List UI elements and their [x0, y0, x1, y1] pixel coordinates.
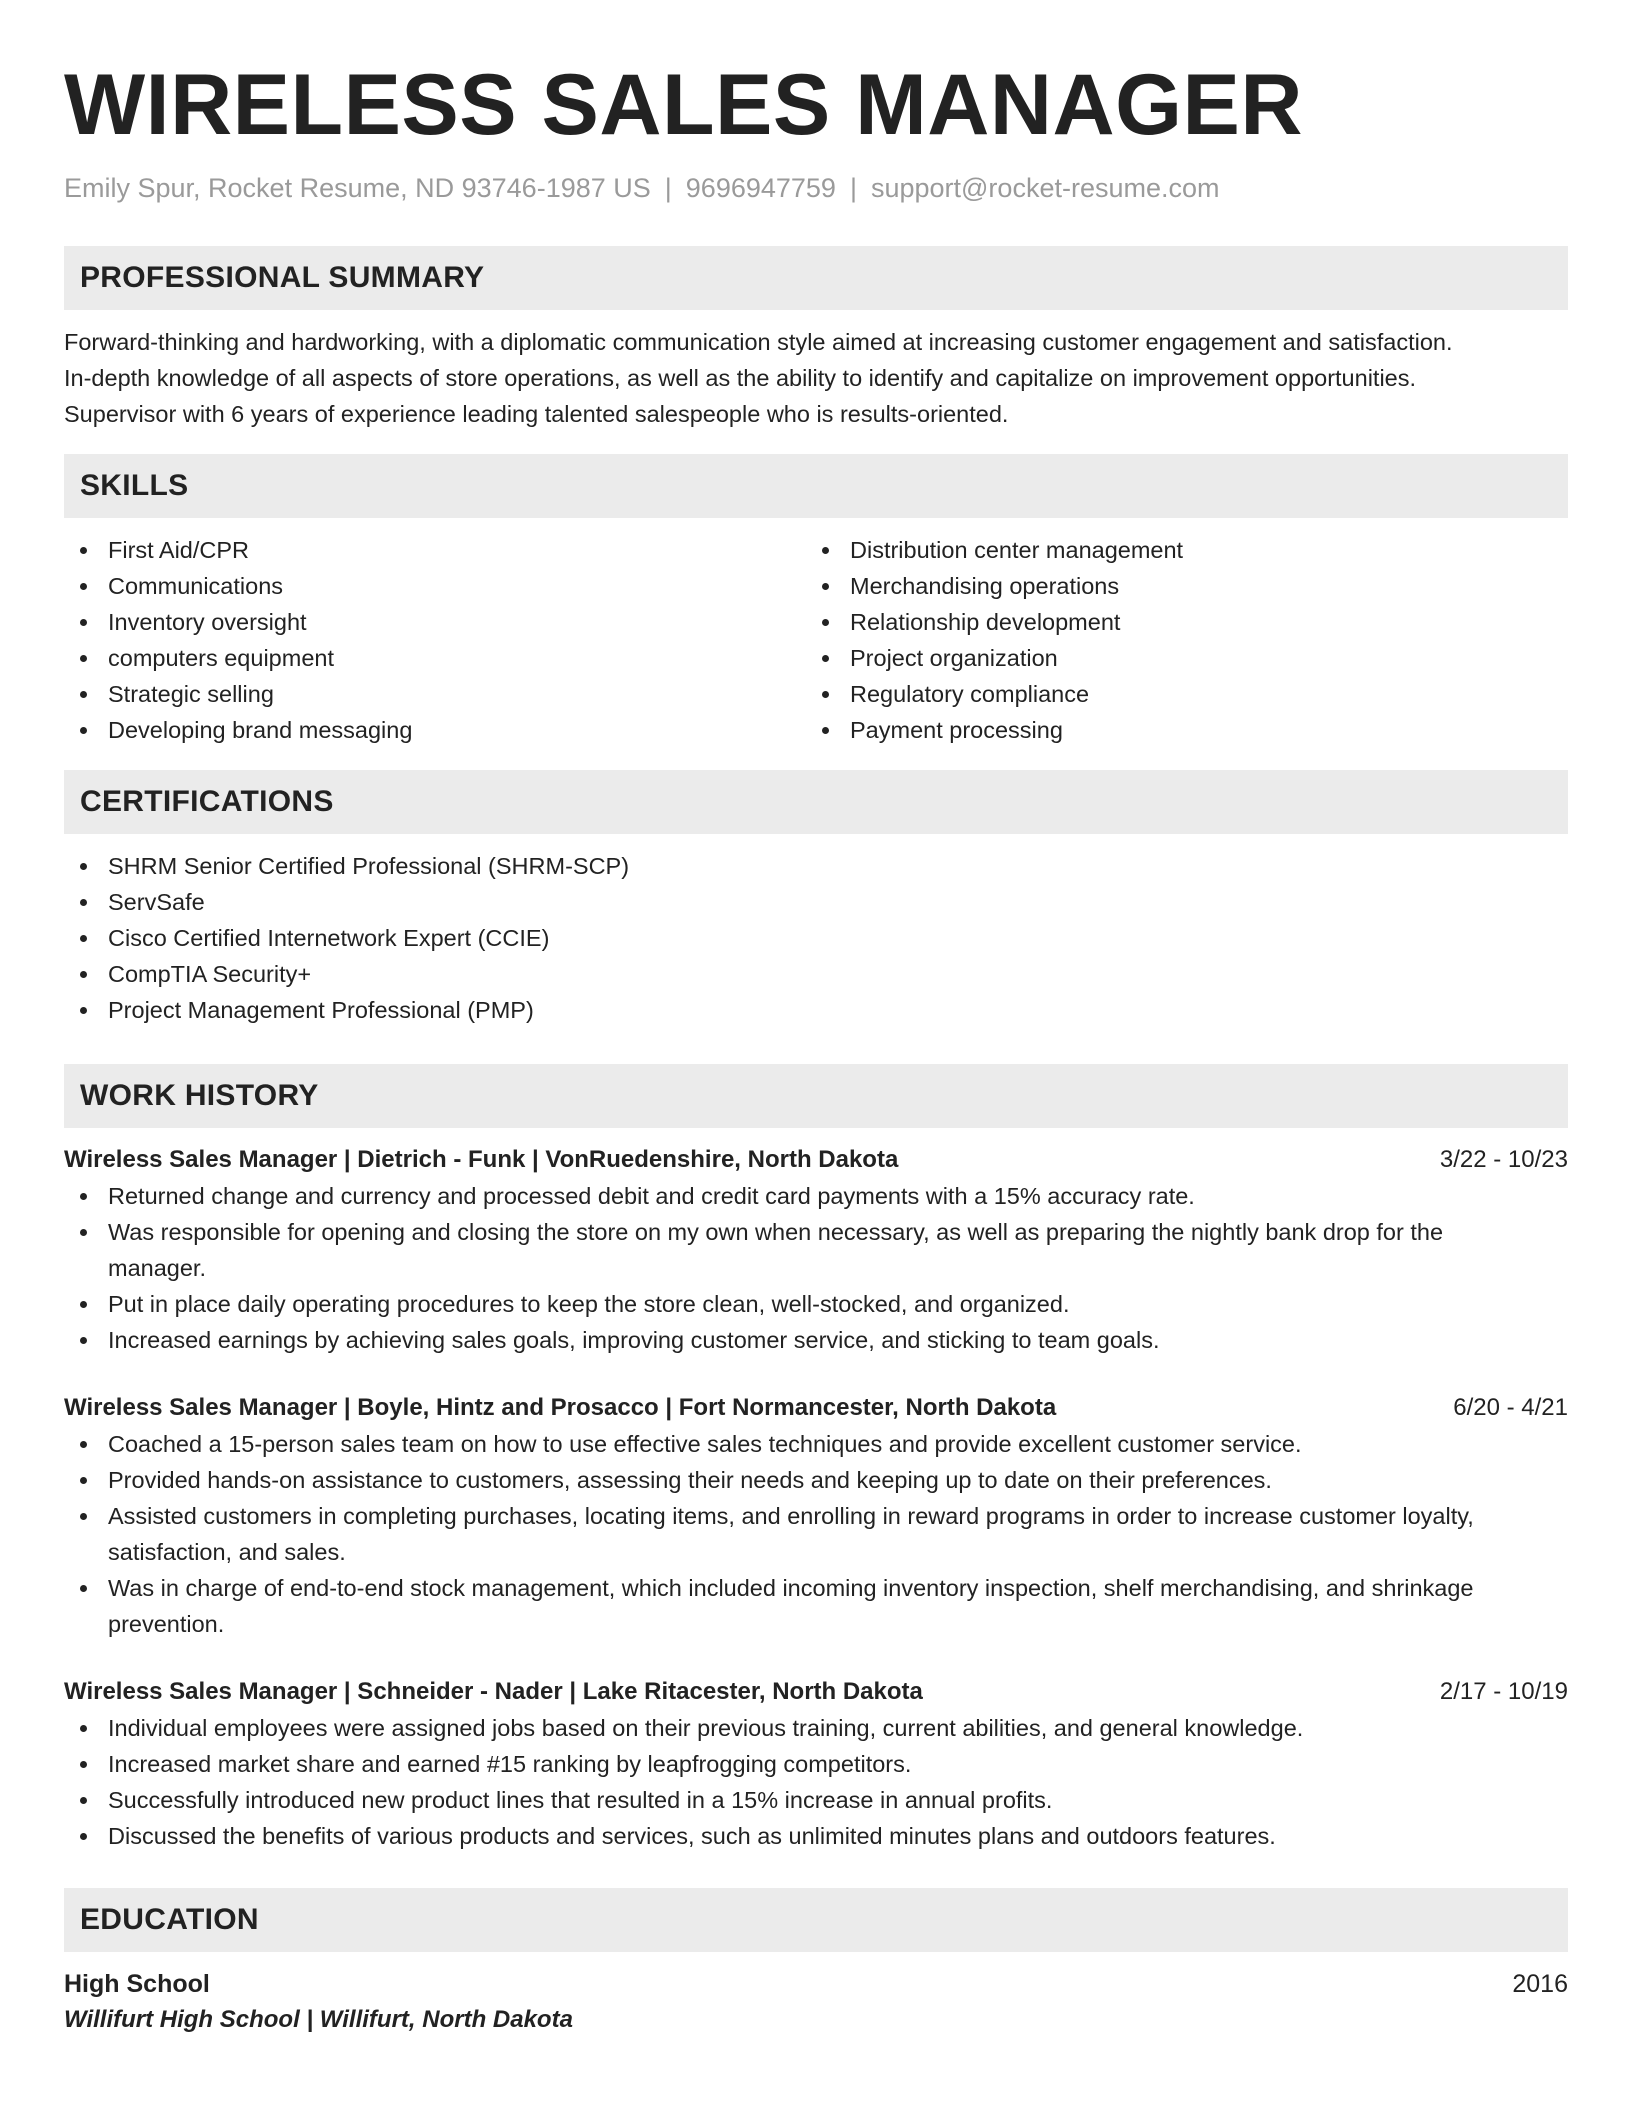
certification-item: Cisco Certified Internetwork Expert (CCIE)	[64, 920, 1568, 956]
section-header-skills: SKILLS	[64, 454, 1568, 518]
job-bullet: Was responsible for opening and closing the store on my own when necessary, as well as preparing the nightly bank drop for the manager.	[64, 1214, 1568, 1286]
job-bullet: Coached a 15-person sales team on how to use effective sales techniques and provide excellent customer service.	[64, 1426, 1568, 1462]
certification-item: SHRM Senior Certified Professional (SHRM-SCP)	[64, 848, 1568, 884]
contact-line	[64, 170, 1568, 206]
contact-separator: |	[664, 173, 672, 203]
job-entry	[64, 1390, 1568, 1642]
skill-item: Communications	[64, 568, 806, 604]
job-entry	[64, 1142, 1568, 1358]
certification-item: ServSafe	[64, 884, 1568, 920]
job-dates: 3/22 - 10/23	[1439, 1146, 1568, 1173]
skills-column-right	[806, 532, 1548, 748]
job-dates: 2/17 - 10/19	[1439, 1678, 1568, 1705]
skill-item: Merchandising operations	[806, 568, 1548, 604]
job-bullets	[64, 1426, 1568, 1642]
job-bullet: Increased market share and earned #15 ranking by leapfrogging competitors.	[64, 1746, 1568, 1782]
job-bullet: Returned change and currency and processed debit and credit card payments with a 15% accuracy rate.	[64, 1178, 1568, 1214]
job-dates: 6/20 - 4/21	[1453, 1394, 1568, 1421]
job-header	[64, 1142, 1568, 1178]
section-header-work-history: WORK HISTORY	[64, 1064, 1568, 1128]
job-bullet: Assisted customers in completing purchases, locating items, and enrolling in reward programs in order to increase customer loyalty, satisfaction, and sales.	[64, 1498, 1568, 1570]
job-title: Wireless Sales Manager | Dietrich - Funk | VonRuedenshire, North Dakota	[64, 1146, 899, 1173]
job-bullet: Put in place daily operating procedures to keep the store clean, well-stocked, and organized.	[64, 1286, 1568, 1322]
job-title: Wireless Sales Manager | Schneider - Nader | Lake Ritacester, North Dakota	[64, 1678, 923, 1705]
contact-separator: |	[849, 173, 857, 203]
skill-item: Developing brand messaging	[64, 712, 806, 748]
contact-phone: 9696947759	[685, 173, 836, 203]
education-entry	[64, 1966, 1568, 2038]
section-header-education: EDUCATION	[64, 1888, 1568, 1952]
education-degree: High School	[64, 1970, 210, 1998]
summary-line: Forward-thinking and hardworking, with a diplomatic communication style aimed at increasing customer engagement and satisfaction.	[64, 329, 1453, 355]
skill-item: Project organization	[806, 640, 1548, 676]
education-school: Willifurt High School | Willifurt, North Dakota	[64, 2006, 573, 2033]
job-bullet: Increased earnings by achieving sales goals, improving customer service, and sticking to team goals.	[64, 1322, 1568, 1358]
job-header	[64, 1674, 1568, 1710]
skill-item: Strategic selling	[64, 676, 806, 712]
certification-item: CompTIA Security+	[64, 956, 1568, 992]
skill-item: computers equipment	[64, 640, 806, 676]
job-bullet: Individual employees were assigned jobs based on their previous training, current abilities, and general knowledge.	[64, 1710, 1568, 1746]
education-header	[64, 1966, 1568, 2002]
job-bullet: Was in charge of end-to-end stock management, which included incoming inventory inspection, shelf merchandising, and shrinkage prevention.	[64, 1570, 1568, 1642]
skills-grid	[64, 532, 1568, 748]
job-bullet: Successfully introduced new product lines that resulted in a 15% increase in annual profits.	[64, 1782, 1568, 1818]
skill-item: Inventory oversight	[64, 604, 806, 640]
skill-item: Payment processing	[806, 712, 1548, 748]
education-year: 2016	[1512, 1970, 1568, 1998]
skill-item: First Aid/CPR	[64, 532, 806, 568]
contact-email[interactable]: support@rocket-resume.com	[870, 173, 1220, 203]
skill-item: Relationship development	[806, 604, 1548, 640]
contact-address: Emily Spur, Rocket Resume, ND 93746-1987 US	[64, 173, 651, 203]
job-entry	[64, 1674, 1568, 1854]
summary-line: In-depth knowledge of all aspects of store operations, as well as the ability to identify and capitalize on improvement opportunities.	[64, 365, 1417, 391]
skills-column-left	[64, 532, 806, 748]
resume-title: WIRELESS SALES MANAGER	[64, 57, 1303, 153]
job-bullet: Provided hands-on assistance to customers, assessing their needs and keeping up to date on their preferences.	[64, 1462, 1568, 1498]
resume-page	[64, 0, 1568, 2038]
skill-item: Regulatory compliance	[806, 676, 1548, 712]
certifications-list	[64, 848, 1568, 1028]
skill-item: Distribution center management	[806, 532, 1548, 568]
job-header	[64, 1390, 1568, 1426]
summary-text	[64, 324, 1568, 432]
job-bullets	[64, 1710, 1568, 1854]
job-bullets	[64, 1178, 1568, 1358]
certification-item: Project Management Professional (PMP)	[64, 992, 1568, 1028]
section-header-summary: PROFESSIONAL SUMMARY	[64, 246, 1568, 310]
job-title: Wireless Sales Manager | Boyle, Hintz and Prosacco | Fort Normancester, North Dakota	[64, 1394, 1057, 1421]
section-header-certifications: CERTIFICATIONS	[64, 770, 1568, 834]
job-bullet: Discussed the benefits of various products and services, such as unlimited minutes plans and outdoors features.	[64, 1818, 1568, 1854]
summary-line: Supervisor with 6 years of experience leading talented salespeople who is results-oriented.	[64, 401, 1009, 427]
